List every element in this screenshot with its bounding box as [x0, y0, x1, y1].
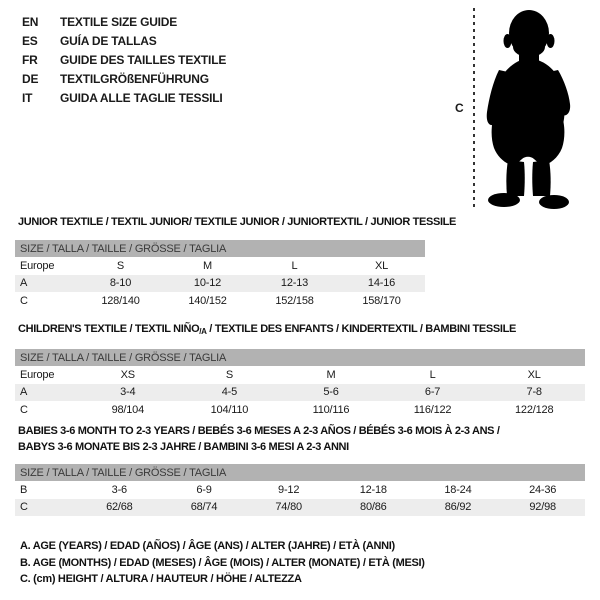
- table-cell: 18-24: [444, 483, 472, 496]
- table-cell: 9-12: [278, 483, 300, 496]
- children-section-title: [18, 323, 516, 336]
- table-row: [15, 257, 425, 275]
- table-cell: XL: [374, 259, 389, 272]
- table-cell: 158/170: [362, 294, 401, 307]
- note-line: A. AGE (YEARS) / EDAD (AÑOS) / ÂGE (ANS) / ALTER (JAHRE) / ETÀ (ANNI): [20, 540, 395, 552]
- table-cell: 3-6: [111, 483, 127, 496]
- table-cell: M: [203, 259, 212, 272]
- baby-silhouette-icon: [482, 4, 576, 210]
- table-cell: 4-5: [221, 386, 238, 399]
- guide-title: GUIDE DES TAILLES TEXTILE: [60, 52, 227, 67]
- guide-title: TEXTILGRÖßENFÜHRUNG: [60, 71, 209, 86]
- table-cell: 74/80: [275, 501, 302, 514]
- guide-title: TEXTILE SIZE GUIDE: [60, 14, 178, 29]
- table-row: [15, 292, 425, 310]
- legend-notes: [20, 538, 425, 588]
- table-cell: 86/92: [444, 501, 472, 514]
- table-cell: 68/74: [190, 501, 218, 514]
- table-cell: 122/128: [515, 403, 554, 416]
- language-code: ES: [22, 33, 38, 48]
- table-cell: XS: [120, 368, 135, 381]
- table-cell: S: [225, 368, 233, 381]
- table-cell: 140/152: [188, 294, 227, 307]
- row-label: A: [20, 277, 28, 290]
- table-cell: 80/86: [360, 501, 387, 514]
- table-cell: 6-9: [196, 483, 212, 496]
- guide-title: GUIDA ALLE TAGLIE TESSILI: [60, 90, 223, 105]
- table-cell: 12-13: [280, 277, 309, 290]
- children-size-table: [15, 349, 585, 419]
- table-row: [15, 275, 425, 293]
- row-label: C: [20, 501, 28, 514]
- table-cell: 10-12: [193, 277, 222, 290]
- list-item: [22, 69, 226, 88]
- note-line: B. AGE (MONTHS) / EDAD (MESES) / ÂGE (MOIS) / ALTER (MONATE) / ETÀ (MESI): [20, 556, 425, 569]
- language-code: EN: [22, 14, 39, 29]
- language-code: FR: [22, 52, 38, 67]
- table-cell: S: [116, 259, 125, 272]
- table-cell: 98/104: [111, 403, 145, 416]
- table-cell: 62/68: [106, 501, 133, 514]
- title-subscript: /A: [199, 327, 207, 336]
- table-row: [15, 481, 585, 499]
- table-cell: XL: [527, 368, 541, 381]
- language-title-list: [22, 12, 226, 107]
- table-cell: 5-6: [323, 386, 339, 399]
- size-header-bar: [15, 349, 585, 366]
- junior-size-table: [15, 240, 425, 310]
- size-header-bar: [15, 240, 425, 257]
- table-cell: L: [429, 368, 436, 381]
- title-text: / TEXTILE DES ENFANTS / KINDERTEXTIL / BAMBINI TESSILE: [206, 323, 516, 335]
- row-label: Europe: [20, 368, 55, 381]
- size-header-label: SIZE / TALLA / TAILLE / GRÖSSE / TAGLIA: [15, 240, 425, 257]
- row-label: Europe: [20, 259, 55, 272]
- size-header-label: SIZE / TALLA / TAILLE / GRÖSSE / TAGLIA: [15, 349, 585, 366]
- list-item: [22, 88, 226, 107]
- row-label: B: [20, 483, 28, 496]
- title-line: BABIES 3-6 MONTH TO 2-3 YEARS / BEBÉS 3-6 MESES A 2-3 AÑOS / BÉBÉS 3-6 MOIS À 2-3 ANS /: [18, 425, 500, 437]
- table-cell: 116/122: [413, 403, 452, 416]
- language-code: DE: [22, 71, 39, 86]
- table-cell: 3-4: [120, 386, 136, 399]
- table-cell: 8-10: [109, 277, 132, 290]
- row-label: C: [20, 294, 28, 307]
- table-cell: L: [291, 259, 298, 272]
- size-header-bar: [15, 464, 585, 481]
- height-measure-label: C: [455, 101, 464, 115]
- table-cell: 110/116: [312, 403, 350, 416]
- table-cell: 14-16: [367, 277, 396, 290]
- language-code: IT: [22, 90, 33, 105]
- table-cell: 104/110: [210, 403, 249, 416]
- table-cell: 24-36: [529, 483, 557, 496]
- table-cell: 128/140: [101, 294, 140, 307]
- table-row: [15, 366, 585, 384]
- title-line: BABYS 3-6 MONATE BIS 2-3 JAHRE / BAMBINI 3-6 MESI A 2-3 ANNI: [18, 440, 349, 453]
- row-label: A: [20, 386, 28, 399]
- babies-section-title: [18, 424, 500, 455]
- table-cell: M: [326, 368, 336, 381]
- row-label: C: [20, 403, 28, 416]
- table-cell: 152/158: [275, 294, 314, 307]
- table-row: [15, 499, 585, 517]
- list-item: [22, 50, 226, 69]
- note-line: C. (cm) HEIGHT / ALTURA / HAUTEUR / HÖHE / ALTEZZA: [20, 573, 302, 585]
- size-header-label: SIZE / TALLA / TAILLE / GRÖSSE / TAGLIA: [15, 464, 585, 481]
- height-measure-dashed-line: [473, 8, 475, 207]
- table-cell: 7-8: [526, 386, 542, 399]
- table-row: [15, 384, 585, 402]
- table-row: [15, 401, 585, 419]
- babies-size-table: [15, 464, 585, 516]
- table-cell: 12-18: [359, 483, 387, 496]
- guide-title: GUÍA DE TALLAS: [60, 33, 157, 48]
- list-item: [22, 12, 226, 31]
- title-text: CHILDREN'S TEXTILE / TEXTIL NIÑO: [18, 323, 200, 335]
- table-cell: 92/98: [529, 501, 556, 514]
- junior-section-title: JUNIOR TEXTILE / TEXTIL JUNIOR/ TEXTILE JUNIOR / JUNIORTEXTIL / JUNIOR TESSILE: [18, 216, 457, 228]
- list-item: [22, 31, 226, 50]
- table-cell: 6-7: [424, 386, 441, 399]
